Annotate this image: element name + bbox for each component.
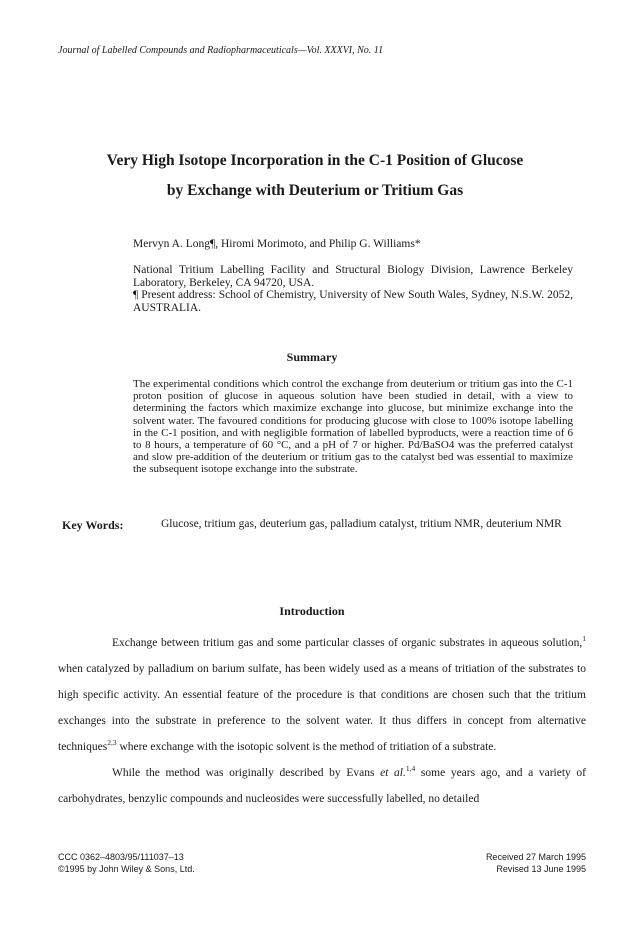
citation-ref: 1,4 xyxy=(405,764,416,774)
intro-p2-text-a: While the method was originally described by Evans xyxy=(112,767,381,779)
introduction-body xyxy=(58,630,586,812)
received-date: Received 27 March 1995 xyxy=(485,852,586,862)
intro-p1-text-a: Exchange between tritium gas and some particular classes of organic substrates in aqueous solution, xyxy=(112,637,583,649)
author-list xyxy=(133,238,421,250)
affiliation-main: National Tritium Labelling Facility and Structural Biology Division, Lawrence Berkeley Laboratory, Berkeley, CA 94720, USA. xyxy=(133,264,573,289)
author-1: Mervyn A. Long xyxy=(133,238,210,250)
intro-paragraph-1 xyxy=(58,630,586,760)
footer-right xyxy=(420,851,586,875)
footer-left xyxy=(58,851,195,875)
revised-date: Revised 13 June 1995 xyxy=(496,864,586,874)
copyright: ©1995 by John Wiley & Sons, Ltd. xyxy=(58,864,195,874)
author-1-footnote-mark: ¶ xyxy=(209,238,216,250)
keywords-label: Key Words: xyxy=(62,518,124,532)
intro-p1-text-c: where exchange with the isotopic solvent is the method of tritiation of a substrate. xyxy=(116,741,497,753)
intro-p1-text-b: when catalyzed by palladium on barium sulfate, has been widely used as a means of tritiation of the substrates to high specific activity. An essential feature of the procedure is that conditions are chosen such that the tritium exchanges into the substrate in preference to the solvent water. It thus differs in concept from alternative techniques xyxy=(58,663,586,753)
citation-ref: 2,3 xyxy=(107,738,117,748)
intro-paragraph-2 xyxy=(58,760,586,812)
title-line-2: by Exchange with Deuterium or Tritium Gas xyxy=(166,182,464,199)
intro-p2-text-b: some years ago, and a variety of carbohydrates, benzylic compounds and nucleosides were successfully labelled, no detailed xyxy=(58,767,587,805)
introduction-heading: Introduction xyxy=(279,604,345,618)
et-al: et al. xyxy=(380,767,406,779)
summary-text: The experimental conditions which control the exchange from deuterium or tritium gas into the C-1 proton position of glucose in aqueous solution have been studied in detail, with a view to determining the factors which maximize exchange into glucose, but minimize exchange into the solvent water. The favoured conditions for producing glucose with close to 100% isotope labelling in the C-1 position, and with negligible formation of labelled byproducts, were a reaction time of 6 to 8 hours, a temperature of 60 °C, and a pH of 7 or higher. Pd/BaSO4 was the preferred catalyst and slow pre-addition of the deuterium or tritium gas to the catalyst bed was essential to maximize the subsequent isotope exchange into the substrate. xyxy=(133,378,573,476)
article-title xyxy=(40,146,590,206)
ccc-code: CCC 0362–4803/95/111037–13 xyxy=(58,852,184,862)
keywords-text: Glucose, tritium gas, deuterium gas, palladium catalyst, tritium NMR, deuterium NMR xyxy=(161,518,562,530)
citation-ref: 1 xyxy=(582,634,586,644)
title-line-1: Very High Isotope Incorporation in the C-1 Position of Glucose xyxy=(106,152,524,169)
affiliation-present-address: ¶ Present address: School of Chemistry, University of New South Wales, Sydney, N.S.W. 2052, AUSTRALIA. xyxy=(133,289,573,314)
summary-heading: Summary xyxy=(286,350,338,364)
affiliation-block xyxy=(133,264,573,314)
other-authors: , Hiromi Morimoto, and Philip G. Williams* xyxy=(215,238,421,250)
journal-header: Journal of Labelled Compounds and Radiopharmaceuticals—Vol. XXXVI, No. 11 xyxy=(58,45,384,56)
